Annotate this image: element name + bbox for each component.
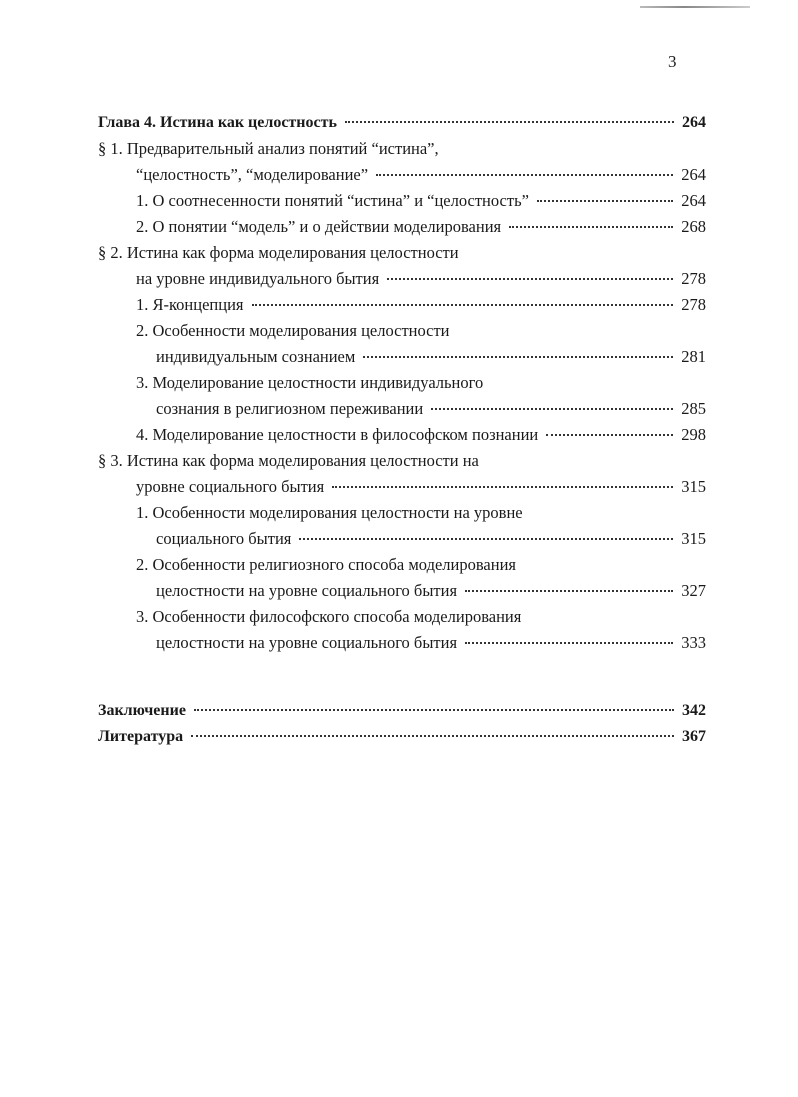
toc-subsection-title: 1. О соотнесенности понятий “истина” и “целостность”	[136, 191, 529, 210]
toc-section-title-cont: “целостность”, “моделирование”	[136, 165, 369, 184]
toc-page-ref: 278	[681, 269, 706, 288]
leader-dots	[537, 200, 673, 202]
leader-dots	[387, 278, 673, 280]
spacer	[98, 656, 706, 698]
toc-chapter-4[interactable]	[98, 110, 706, 136]
toc-conclusion-title: Заключение	[98, 702, 186, 719]
toc-section-1[interactable]	[98, 162, 706, 188]
toc-literature-title: Литература	[98, 728, 184, 745]
toc-subsection-3-1-line1[interactable]: 1. Особенности моделирования целостности на уровне	[136, 503, 523, 522]
toc-page-ref: 327	[681, 581, 706, 600]
toc-page-ref: 281	[681, 347, 706, 366]
toc-page-ref: 278	[681, 295, 706, 314]
toc-chapter-title: Глава 4. Истина как целостность	[98, 114, 337, 131]
toc-subsection-2-2-line1[interactable]: 2. Особенности моделирования целостности	[136, 321, 450, 340]
leader-dots	[465, 590, 673, 592]
toc-subsection-3-3[interactable]	[98, 630, 706, 656]
toc-subsection-2-2[interactable]	[98, 344, 706, 370]
toc-subsection-title: 4. Моделирование целостности в философском познании	[136, 425, 539, 444]
toc-subsection-3-2[interactable]	[98, 578, 706, 604]
toc-literature[interactable]	[98, 724, 706, 750]
leader-dots	[332, 486, 673, 488]
leader-dots	[363, 356, 673, 358]
toc-subsection-title: 1. Я-концепция	[136, 295, 244, 314]
leader-dots	[252, 304, 674, 306]
toc-section-2-line1[interactable]: § 2. Истина как форма моделирования целостности	[98, 243, 459, 262]
leader-dots	[465, 642, 673, 644]
toc-page-ref: 268	[681, 217, 706, 236]
leader-dots	[299, 538, 673, 540]
toc-subsection-title-cont: сознания в религиозном переживании	[156, 399, 424, 418]
toc-page-ref: 264	[682, 114, 706, 131]
toc-section-title-cont: уровне социального бытия	[136, 477, 325, 496]
toc-subsection-1-2[interactable]	[98, 214, 706, 240]
toc-conclusion[interactable]	[98, 698, 706, 724]
toc-page-ref: 367	[682, 728, 706, 745]
leader-dots	[431, 408, 673, 410]
toc-section-3[interactable]	[98, 474, 706, 500]
toc-section-3-line1[interactable]: § 3. Истина как форма моделирования целостности на	[98, 451, 479, 470]
toc-subsection-title-cont: целостности на уровне социального бытия	[156, 633, 458, 652]
toc-page-ref: 264	[681, 165, 706, 184]
toc-subsection-2-4[interactable]	[98, 422, 706, 448]
toc-subsection-2-1[interactable]	[98, 292, 706, 318]
leader-dots	[194, 709, 674, 711]
leader-dots	[509, 226, 673, 228]
toc-section-2[interactable]	[98, 266, 706, 292]
leader-dots	[376, 174, 673, 176]
leader-dots	[546, 434, 673, 436]
table-of-contents	[98, 110, 706, 750]
toc-subsection-3-3-line1[interactable]: 3. Особенности философского способа моделирования	[136, 607, 522, 626]
toc-page-ref: 298	[681, 425, 706, 444]
scan-artifact-line	[640, 6, 750, 8]
toc-subsection-2-3-line1[interactable]: 3. Моделирование целостности индивидуального	[136, 373, 484, 392]
toc-page-ref: 315	[681, 529, 706, 548]
toc-page-ref: 342	[682, 702, 706, 719]
toc-page-ref: 264	[681, 191, 706, 210]
toc-subsection-3-1[interactable]	[98, 526, 706, 552]
toc-page-ref: 285	[681, 399, 706, 418]
toc-subsection-2-3[interactable]	[98, 396, 706, 422]
leader-dots	[345, 121, 674, 123]
toc-subsection-title-cont: целостности на уровне социального бытия	[156, 581, 458, 600]
toc-subsection-3-2-line1[interactable]: 2. Особенности религиозного способа моделирования	[136, 555, 516, 574]
toc-page-ref: 333	[681, 633, 706, 652]
toc-subsection-title-cont: социального бытия	[156, 529, 292, 548]
toc-subsection-title: 2. О понятии “модель” и о действии моделирования	[136, 217, 502, 236]
page-number: 3	[668, 52, 677, 71]
toc-subsection-title-cont: индивидуальным сознанием	[156, 347, 356, 366]
leader-dots	[191, 735, 674, 737]
toc-section-1-line1[interactable]: § 1. Предварительный анализ понятий “истина”,	[98, 139, 439, 158]
toc-page-ref: 315	[681, 477, 706, 496]
toc-subsection-1-1[interactable]	[98, 188, 706, 214]
toc-section-title-cont: на уровне индивидуального бытия	[136, 269, 380, 288]
